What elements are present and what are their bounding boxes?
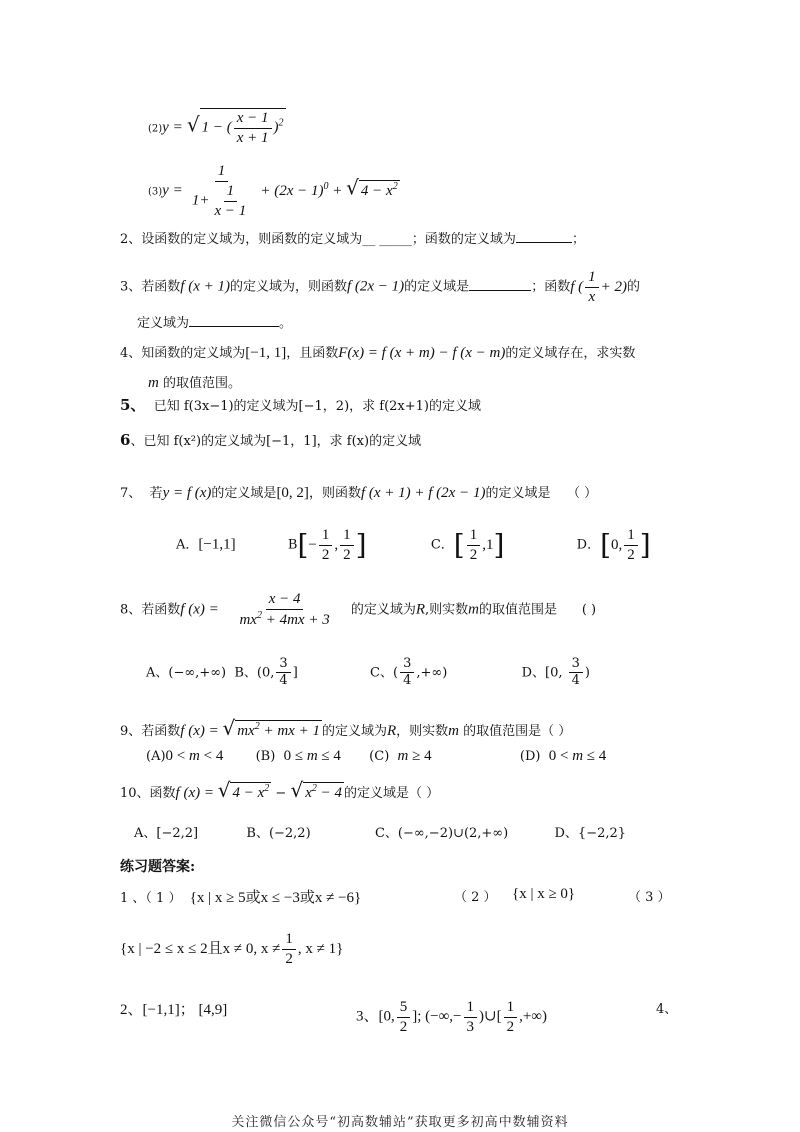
question-10-options: A、[−2,2] B、(−2,2) C、(−∞,−2)∪(2,+∞) D、{−2,2} — [134, 826, 627, 841]
question-4: 4、知函数的定义域为[−1, 1]，且函数F(x) = f (x + m) − f (x − m)的定义域存在，求实数 — [120, 345, 636, 361]
question-5: 5、 已知 f(3x−1)的定义域为[−1，2)，求 f(2x+1)的定义域 — [120, 396, 481, 414]
question-3-line2: 定义域为 。 — [137, 316, 293, 331]
question-4-line2: m 的取值范围。 — [148, 375, 241, 391]
answer-1-part3: {x | −2 ≤ x ≤ 2且x ≠ 0, x ≠ $\frac{1}{2}$ , x ≠ 1} — [120, 931, 344, 967]
question-8: 8、若函数f (x) = $\frac{x - 4}{mx^2 + 4mx + 3}$ 的定义域为R,则实数m的取值范围是 ( ) — [120, 591, 597, 628]
question-7-options: A．[−1,1] B[− $\frac{1}{2}$ , $\frac{1}{2}$ ] C．[ $\frac{1}{2}$ ,1] D．[0, $\frac{1}{2}$ ] — [176, 527, 651, 563]
question-9-options: (A)0 < m < 4 (B) 0 ≤ m ≤ 4 (C) m ≥ 4 (D) 0 < m ≤ 4 — [146, 748, 607, 764]
question-9: 9、若函数f (x) = √ $mx^2$ + mx + 1 的定义域为R，则实数m 的取值范围是（ ） — [120, 716, 572, 740]
question-2: 2、设函数的定义域为，则函数的定义域为__ _____；函数的定义域为 ； — [120, 232, 585, 247]
question-10: 10、函数f (x) = √ $4 - x^2$ − √ $x^2 - 4$ 的定义域是（ ） — [120, 778, 440, 802]
q1-part2: (2)y = √ 1 − ( $\frac{x - 1}{x + 1}$ )$^2$ — [148, 110, 284, 146]
question-6: 6、已知 f(x²)的定义域为[−1，1]，求 f(x)的定义域 — [120, 431, 422, 449]
question-3: 3、若函数f (x + 1)的定义域为，则函数f (2x − 1)的定义域是 ；函数f ( $\frac{1}{x}$ + 2)的 — [120, 269, 641, 305]
footer-note: 关注微信公众号“初高数辅站”获取更多初高中数辅资料 — [231, 1115, 569, 1130]
answer-2-3-4: 2、[−1,1]； [4,9] 3、[0, $\frac{5}{2}$ ]; (−∞,− $\frac{1}{3}$ )∪[ $\frac{1}{2}$ ,+∞) 4、 — [120, 999, 678, 1035]
answer-1: 1 、（ 1 ） {x | x ≥ 5或x ≤ −3或x ≠ −6} （ 2 ） {x | x ≥ 0} （ 3 ） — [120, 886, 671, 906]
question-8-options: A、(−∞,+∞) B、(0, $\frac{3}{4}$ ] C、( $\frac{3}{4}$ ,+∞) D、[0, $\frac{3}{4}$ ) — [146, 656, 590, 689]
question-7: 7、 若y = f (x)的定义域是[0, 2]，则函数f (x + 1) + f (2x − 1)的定义域是 （ ） — [120, 485, 598, 501]
answers-title: 练习题答案: — [120, 859, 196, 875]
q1-part3: (3)y = 1 1+ $\frac{1}{x - 1}$ + $(2x - 1)^0$ + √ $4 - x^2$ — [148, 163, 398, 219]
